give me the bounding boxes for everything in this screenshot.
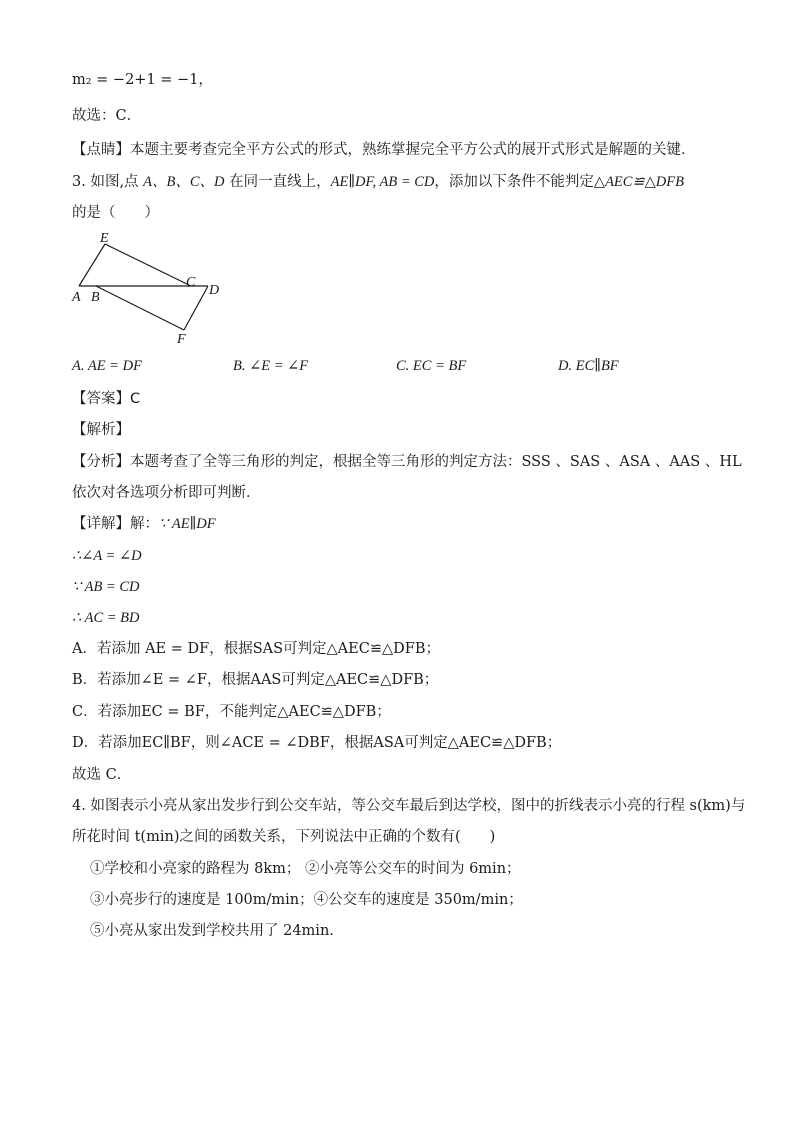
q4-statement-5: ⑤小亮从家出发到学校共用了 24min. (90, 923, 334, 939)
solution-a: A．若添加 AE = DF，根据SAS可判定△AEC≌△DFB； (72, 641, 440, 657)
label-f: F (177, 332, 186, 346)
q4-statements-3-4: ③小亮步行的速度是 100m/min；④公交车的速度是 350m/min； (90, 892, 523, 908)
therefore-angle-a-eq-d: ∴∠A = ∠D (72, 548, 142, 564)
label-d: D (209, 283, 220, 298)
solution-d: D．若添加EC∥BF，则∠ACE = ∠DBF，根据ASA可判定△AEC≌△DFB； (72, 735, 562, 751)
choose-answer-c: 故选：C． (72, 108, 142, 124)
q3-triangles: AEC≌△DFB (605, 174, 684, 190)
q3-text-2: ，添加以下条件不能判定△ (434, 174, 606, 190)
option-c: C. EC = BF (396, 358, 467, 374)
question-3-line-1 (72, 172, 684, 192)
segment-ae (79, 244, 105, 286)
analysis-line-1: 【分析】本题考查了全等三角形的判定，根据全等三角形的判定方法：SSS 、SAS 、ASA 、AAS 、HL (72, 454, 742, 470)
label-b: B (91, 290, 100, 305)
segment-bf (96, 286, 184, 330)
solution-b: B．若添加∠E = ∠F，根据AAS可判定△AEC≌△DFB； (72, 672, 439, 688)
because-ae-parallel-df: ∵ AE∥DF (159, 516, 216, 532)
because-ab-eq-cd: ∵ AB = CD (72, 579, 140, 595)
label-c: C (186, 275, 196, 290)
label-a: A (72, 290, 81, 305)
answer-tag: 【答案】C (72, 391, 141, 407)
segment-ec (105, 244, 191, 286)
option-a: A. AE = DF (72, 358, 142, 374)
therefore-ac-eq-bd: ∴ AC = BD (72, 610, 140, 626)
jiexi-tag: 【解析】 (72, 422, 130, 438)
q3-condition: AE∥DF, AB = CD (330, 174, 435, 190)
m2-equation: m₂ = −2+1 = −1， (72, 72, 213, 88)
option-d: D. EC∥BF (558, 358, 619, 374)
choose-answer-c-2: 故选 C． (72, 767, 132, 783)
question-4-line-2: 所花时间 t(min)之间的函数关系，下列说法中正确的个数有( ) (72, 829, 496, 845)
detail-intro: 【详解】解： (72, 516, 159, 532)
solution-c: C．若添加EC = BF，不能判定△AEC≌△DFB； (72, 704, 391, 720)
q3-points: A、B、C、D (143, 174, 225, 190)
segment-fd (184, 286, 208, 330)
detail-line (72, 514, 216, 534)
question-4-line-1: 4. 如图表示小亮从家出发步行到公交车站，等公交车最后到达学校，图中的折线表示小亮的行程 s(km)与 (72, 798, 746, 814)
question-3-line-2: 的是（ ） (72, 205, 159, 221)
q3-text: 在同一直线上， (224, 174, 331, 190)
analysis-line-2: 依次对各选项分析即可判断． (72, 485, 261, 501)
option-b: B. ∠E = ∠F (233, 358, 309, 374)
dianjing-note: 【点睛】本题主要考查完全平方公式的形式，熟练掌握完全平方公式的展开式形式是解题的关键． (72, 142, 696, 158)
q3-intro: 3. 如图,点 (72, 174, 144, 190)
label-e: E (100, 231, 109, 246)
q4-statements-1-2: ①学校和小亮家的路程为 8km； ②小亮等公交车的时间为 6min； (90, 861, 521, 877)
geometry-figure (66, 226, 236, 346)
